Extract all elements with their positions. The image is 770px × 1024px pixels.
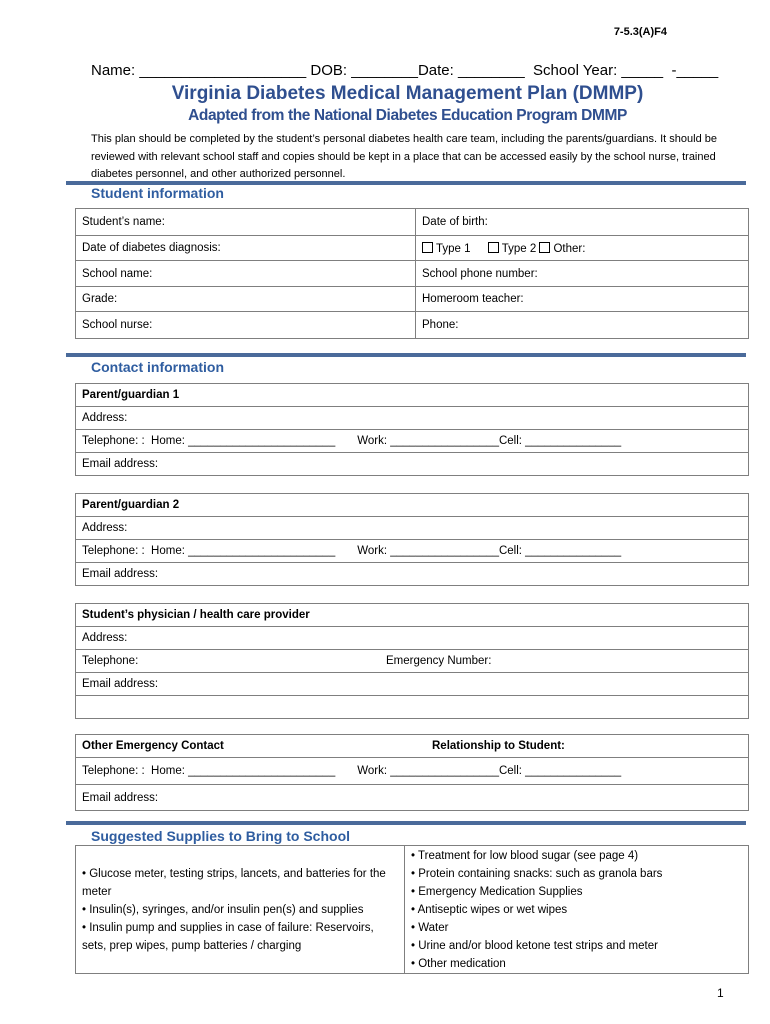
other-label: Other: bbox=[553, 242, 586, 255]
diagnosis-date-field[interactable]: Date of diabetes diagnosis: bbox=[76, 236, 416, 261]
list-item: • Treatment for low blood sugar (see page 4) bbox=[411, 849, 639, 862]
guardian2-telephone-field[interactable] bbox=[76, 540, 749, 563]
grade-field[interactable]: Grade: bbox=[76, 287, 416, 312]
work-cell-label: Work: _________________Cell: _______________ bbox=[357, 435, 622, 447]
guardian2-address-field[interactable]: Address: bbox=[76, 517, 749, 540]
list-item: • Insulin pump and supplies in case of failure: Reservoirs, sets, prep wipes, pump batteries / charging bbox=[82, 921, 374, 952]
school-name-field[interactable]: School name: bbox=[76, 261, 416, 287]
home-phone-label: Telephone: : Home: _______________________ bbox=[82, 545, 336, 557]
physician-address-field[interactable]: Address: bbox=[76, 627, 749, 650]
guardian1-telephone-field[interactable] bbox=[76, 430, 749, 453]
type1-checkbox[interactable] bbox=[422, 242, 433, 253]
students-name-field[interactable]: Student’s name: bbox=[76, 209, 416, 236]
list-item: • Other medication bbox=[411, 957, 506, 970]
guardian2-title: Parent/guardian 2 bbox=[76, 494, 749, 517]
intro-paragraph: This plan should be completed by the student’s personal diabetes health care team, including the parents/guardians. It should be reviewed with relevant school staff and copies should be kept in a place that can be accessed easily by the school nurse, trained diabetes personnel, and other authorized personnel. bbox=[91, 133, 717, 180]
relationship-field[interactable]: Relationship to Student: bbox=[426, 735, 749, 758]
guardian2-email-field[interactable]: Email address: bbox=[76, 563, 749, 586]
student-info-heading: Student information bbox=[91, 185, 224, 201]
guardian2-table bbox=[75, 493, 749, 586]
date-of-birth-field[interactable]: Date of birth: bbox=[416, 209, 749, 236]
diabetes-type-field bbox=[416, 236, 749, 261]
list-item: • Insulin(s), syringes, and/or insulin pen(s) and supplies bbox=[82, 903, 364, 916]
homeroom-field[interactable]: Homeroom teacher: bbox=[416, 287, 749, 312]
student-info-table bbox=[75, 208, 749, 339]
physician-emergency-field[interactable]: Emergency Number: bbox=[380, 650, 749, 673]
page-title: Virginia Diabetes Medical Management Plan (DMMP) bbox=[171, 83, 644, 104]
contact-info-heading: Contact information bbox=[91, 359, 224, 375]
section-rule bbox=[66, 821, 746, 825]
guardian1-email-field[interactable]: Email address: bbox=[76, 453, 749, 476]
type2-checkbox[interactable] bbox=[488, 242, 499, 253]
supplies-heading: Suggested Supplies to Bring to School bbox=[91, 828, 351, 844]
work-cell-label: Work: _________________Cell: _______________ bbox=[357, 545, 622, 557]
emergency-telephone-field[interactable] bbox=[76, 758, 749, 785]
list-item: • Emergency Medication Supplies bbox=[411, 885, 583, 898]
header-fill-line[interactable]: Name: ____________________ DOB: ________Date: ________ School Year: _____ -_____ bbox=[91, 62, 719, 79]
other-checkbox[interactable] bbox=[539, 242, 550, 253]
supplies-left-column bbox=[76, 846, 405, 974]
home-phone-label: Telephone: : Home: _______________________ bbox=[82, 765, 336, 777]
supplies-table bbox=[75, 845, 749, 974]
page-number: 1 bbox=[717, 986, 724, 1000]
list-item: • Glucose meter, testing strips, lancets, and batteries for the meter bbox=[82, 867, 386, 898]
emergency-contact-title: Other Emergency Contact bbox=[76, 735, 427, 758]
physician-title: Student’s physician / health care provider bbox=[76, 604, 749, 627]
nurse-phone-field[interactable]: Phone: bbox=[416, 312, 749, 339]
guardian1-title: Parent/guardian 1 bbox=[76, 384, 749, 407]
list-item: • Protein containing snacks: such as granola bars bbox=[411, 867, 663, 880]
list-item: • Antiseptic wipes or wet wipes bbox=[411, 903, 568, 916]
guardian1-table bbox=[75, 383, 749, 476]
emergency-contact-table bbox=[75, 734, 749, 811]
school-phone-field[interactable]: School phone number: bbox=[416, 261, 749, 287]
emergency-email-field[interactable]: Email address: bbox=[76, 785, 749, 811]
form-id: 7-5.3(A)F4 bbox=[613, 26, 667, 38]
supplies-right-column bbox=[405, 846, 749, 974]
section-rule bbox=[66, 353, 746, 357]
page-subtitle: Adapted from the National Diabetes Education Program DMMP bbox=[188, 107, 627, 124]
physician-extra-field[interactable] bbox=[76, 696, 749, 719]
school-nurse-field[interactable]: School nurse: bbox=[76, 312, 416, 339]
type2-label: Type 2 bbox=[501, 242, 537, 255]
work-cell-label: Work: _________________Cell: _______________ bbox=[357, 765, 622, 777]
type1-label: Type 1 bbox=[436, 242, 471, 255]
physician-telephone-field[interactable]: Telephone: bbox=[76, 650, 381, 673]
guardian1-address-field[interactable]: Address: bbox=[76, 407, 749, 430]
list-item: • Urine and/or blood ketone test strips and meter bbox=[411, 939, 658, 952]
home-phone-label: Telephone: : Home: _______________________ bbox=[82, 435, 336, 447]
physician-email-field[interactable]: Email address: bbox=[76, 673, 749, 696]
physician-table bbox=[75, 603, 749, 719]
list-item: • Water bbox=[411, 921, 449, 934]
